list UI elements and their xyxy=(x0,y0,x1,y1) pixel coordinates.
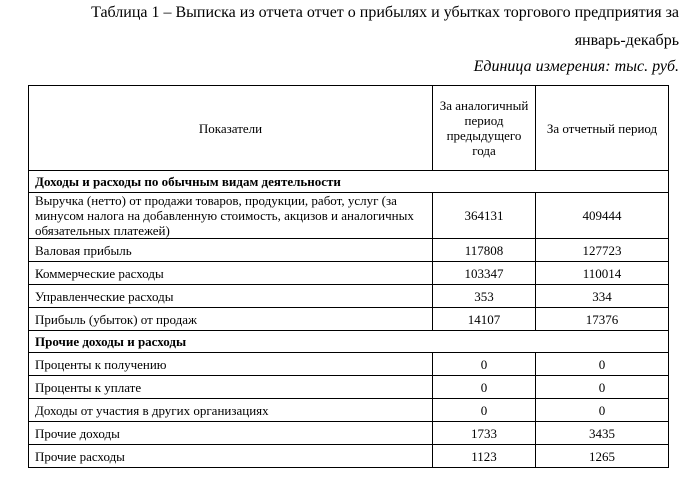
row-current-value: 3435 xyxy=(536,422,669,445)
row-previous-value: 1733 xyxy=(433,422,536,445)
table-row xyxy=(29,399,669,422)
row-label: Управленческие расходы xyxy=(29,285,433,308)
table-row xyxy=(29,353,669,376)
row-label: Проценты к получению xyxy=(29,353,433,376)
row-current-value: 110014 xyxy=(536,262,669,285)
row-label: Прочие расходы xyxy=(29,445,433,468)
row-current-value: 1265 xyxy=(536,445,669,468)
row-current-value: 17376 xyxy=(536,308,669,331)
profit-loss-table xyxy=(28,85,669,468)
table-row xyxy=(29,262,669,285)
section-row xyxy=(29,331,669,353)
row-previous-value: 117808 xyxy=(433,239,536,262)
header-current-period: За отчетный период xyxy=(536,86,669,171)
table-row xyxy=(29,376,669,399)
row-previous-value: 0 xyxy=(433,376,536,399)
table-row xyxy=(29,285,669,308)
row-current-value: 409444 xyxy=(536,193,669,239)
row-label: Проценты к уплате xyxy=(29,376,433,399)
row-current-value: 0 xyxy=(536,399,669,422)
row-previous-value: 364131 xyxy=(433,193,536,239)
row-label: Прибыль (убыток) от продаж xyxy=(29,308,433,331)
row-previous-value: 103347 xyxy=(433,262,536,285)
row-label: Прочие доходы xyxy=(29,422,433,445)
table-row xyxy=(29,239,669,262)
units-note: Единица измерения: тыс. руб. xyxy=(473,58,679,75)
row-current-value: 127723 xyxy=(536,239,669,262)
row-previous-value: 0 xyxy=(433,399,536,422)
row-label: Доходы от участия в других организациях xyxy=(29,399,433,422)
table-caption: Таблица 1 – Выписка из отчета отчет о прибылях и убытках торгового предприятия за xyxy=(91,4,679,21)
section-row xyxy=(29,171,669,193)
row-current-value: 334 xyxy=(536,285,669,308)
header-indicator: Показатели xyxy=(29,86,433,171)
row-previous-value: 14107 xyxy=(433,308,536,331)
row-previous-value: 353 xyxy=(433,285,536,308)
table-row xyxy=(29,193,669,239)
table-row xyxy=(29,308,669,331)
row-current-value: 0 xyxy=(536,376,669,399)
table-header-row xyxy=(29,86,669,171)
section-title: Доходы и расходы по обычным видам деятельности xyxy=(29,171,669,193)
row-label: Валовая прибыль xyxy=(29,239,433,262)
section-title: Прочие доходы и расходы xyxy=(29,331,669,353)
table-caption-period: январь-декабрь xyxy=(574,32,679,49)
table-row xyxy=(29,422,669,445)
table-row xyxy=(29,445,669,468)
header-previous-period: За аналогичный период предыдущего года xyxy=(433,86,536,171)
row-previous-value: 0 xyxy=(433,353,536,376)
row-label: Выручка (нетто) от продажи товаров, продукции, работ, услуг (за минусом налога на добавленную стоимость, акцизов и аналогичных обязательных платежей) xyxy=(29,193,433,239)
row-current-value: 0 xyxy=(536,353,669,376)
row-previous-value: 1123 xyxy=(433,445,536,468)
row-label: Коммерческие расходы xyxy=(29,262,433,285)
